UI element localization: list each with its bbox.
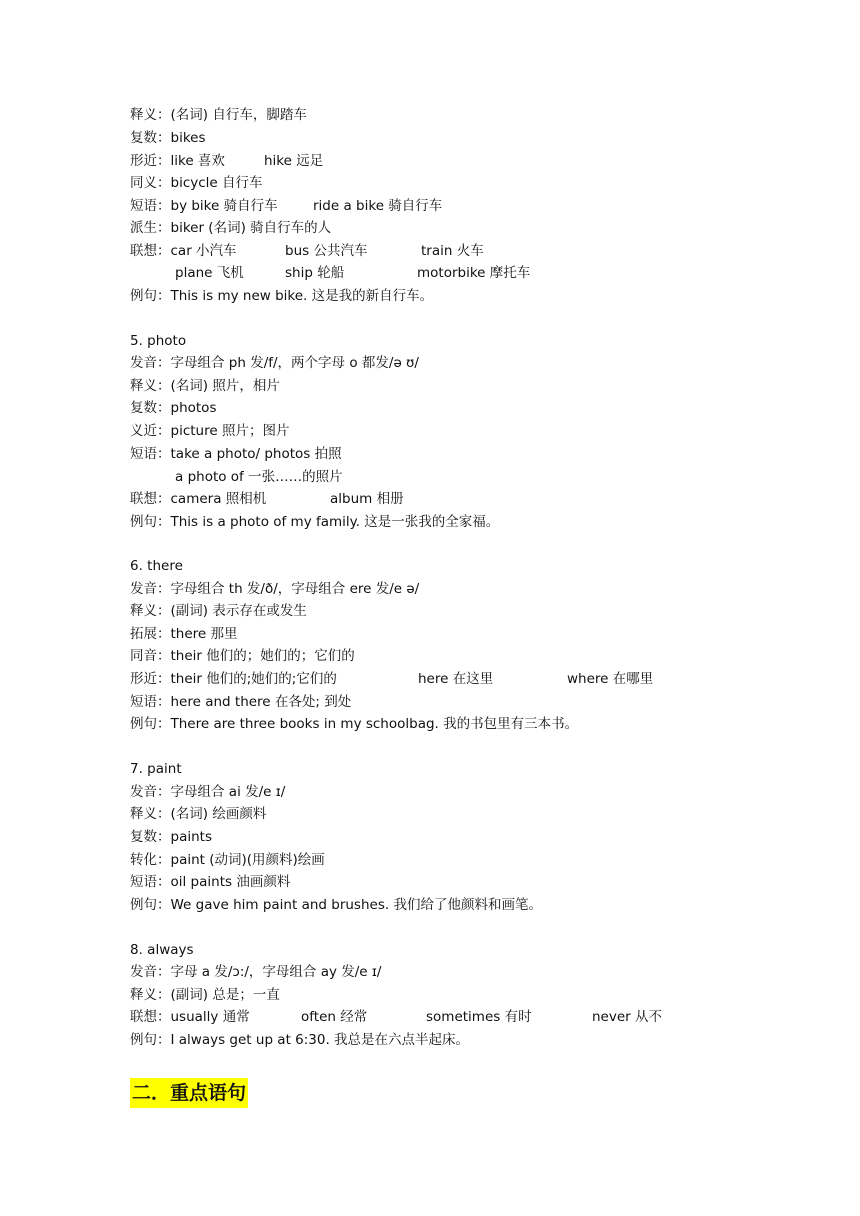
text-segment: 5. photo (130, 333, 187, 349)
text-segment: 释义：(名词) 照片，相片 (130, 378, 280, 394)
text-segment: here 在这里 (418, 671, 494, 687)
text-segment: 例句：We gave him paint and brushes. 我们给了他颜料和画笔。 (130, 897, 542, 913)
text-segment: 释义：(名词) 绘画颜料 (130, 806, 267, 822)
text-segment: sometimes 有时 (426, 1009, 532, 1025)
text-segment: 发音：字母组合 ph 发/f/，两个字母 o 都发/ə ʊ/ (130, 355, 419, 371)
text-segment: plane 飞机 (175, 265, 244, 281)
section-heading: 二．重点语句 (130, 1078, 248, 1108)
text-segment: 例句：There are three books in my schoolbag. 我的书包里有三本书。 (130, 716, 579, 732)
text-segment: hike 远足 (264, 153, 324, 169)
text-segment: 拓展：there 那里 (130, 626, 238, 642)
text-segment: 复数：bikes (130, 130, 206, 146)
text-segment: train 火车 (421, 243, 484, 259)
text-segment: a photo of 一张……的照片 (175, 469, 343, 485)
text-segment: 同音：their 他们的；她们的；它们的 (130, 648, 355, 664)
text-segment: 例句：I always get up at 6:30. 我总是在六点半起床。 (130, 1032, 470, 1048)
text-segment: 联想：car 小汽车 (130, 243, 237, 259)
text-segment: 短语：take a photo/ photos 拍照 (130, 446, 342, 462)
text-segment: 短语：here and there 在各处; 到处 (130, 694, 352, 710)
text-segment: album 相册 (330, 491, 404, 507)
text-segment: 复数：paints (130, 829, 212, 845)
text-segment: 6. there (130, 558, 183, 574)
text-segment: 复数：photos (130, 400, 217, 416)
text-segment: 联想：camera 照相机 (130, 491, 267, 507)
text-segment: 义近：picture 照片；图片 (130, 423, 290, 439)
text-segment: 短语：by bike 骑自行车 (130, 198, 278, 214)
text-segment: bus 公共汽车 (285, 243, 368, 259)
text-segment: 转化：paint (动词)(用颜料)绘画 (130, 852, 325, 868)
text-segment: 形近：like 喜欢 (130, 153, 225, 169)
text-segment: 例句：This is my new bike. 这是我的新自行车。 (130, 288, 434, 304)
text-segment: 短语：oil paints 油画颜料 (130, 874, 291, 890)
text-segment: 释义：(副词) 总是；一直 (130, 987, 280, 1003)
text-segment: 形近：their 他们的;她们的;它们的 (130, 671, 337, 687)
text-segment: ride a bike 骑自行车 (313, 198, 443, 214)
text-segment: 同义：bicycle 自行车 (130, 175, 263, 191)
text-segment: 释义：(名词) 自行车，脚踏车 (130, 107, 307, 123)
text-segment: 发音：字母 a 发/ɔ:/，字母组合 ay 发/e ɪ/ (130, 964, 382, 980)
text-segment: where 在哪里 (567, 671, 654, 687)
text-segment: 派生：biker (名词) 骑自行车的人 (130, 220, 332, 236)
text-segment: 例句：This is a photo of my family. 这是一张我的全家福。 (130, 514, 500, 530)
text-segment: 8. always (130, 942, 194, 958)
text-segment: 发音：字母组合 th 发/ð/，字母组合 ere 发/e ə/ (130, 581, 420, 597)
text-segment: ship 轮船 (285, 265, 345, 281)
text-segment: motorbike 摩托车 (417, 265, 531, 281)
text-segment: never 从不 (592, 1009, 662, 1025)
text-segment: often 经常 (301, 1009, 368, 1025)
text-segment: 7. paint (130, 761, 182, 777)
text-segment: 发音：字母组合 ai 发/e ɪ/ (130, 784, 286, 800)
text-segment: 释义：(副词) 表示存在或发生 (130, 603, 307, 619)
text-segment: 联想：usually 通常 (130, 1009, 250, 1025)
